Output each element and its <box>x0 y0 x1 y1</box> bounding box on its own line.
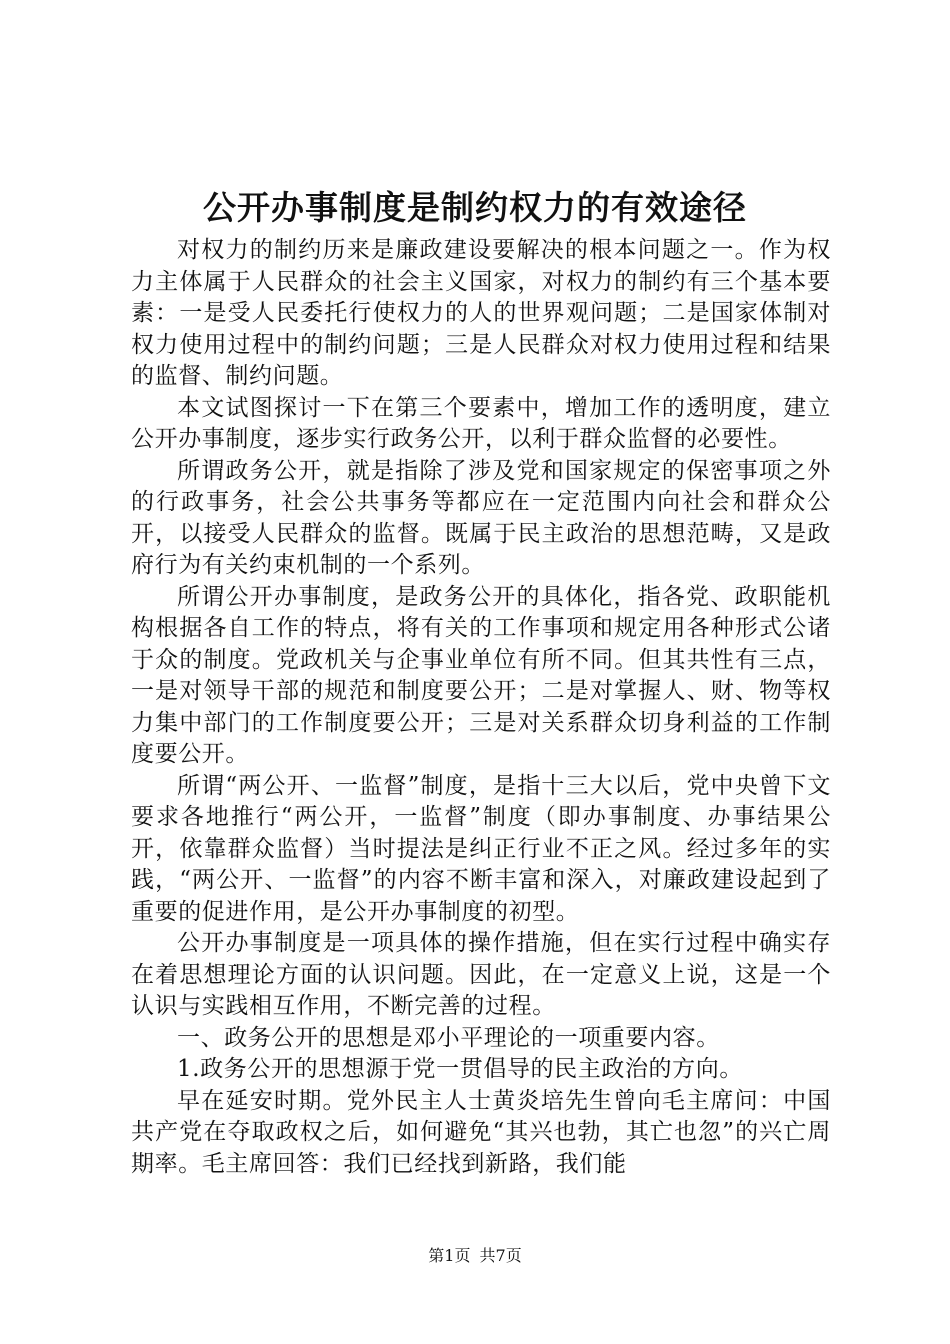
paragraph: 所谓政务公开，就是指除了涉及党和国家规定的保密事项之外的行政事务，社会公共事务等都应在一定范围内向社会和群众公开，以接受人民群众的监督。既属于民主政治的思想范畴，又是政府行为有关约束机制的一个系列。 <box>131 457 831 578</box>
page-number: 第1页 <box>428 1246 471 1265</box>
paragraph: 公开办事制度是一项具体的操作措施，但在实行过程中确实存在着思想理论方面的认识问题。因此，在一定意义上说，这是一个认识与实践相互作用，不断完善的过程。 <box>131 930 831 1019</box>
page-total: 共7页 <box>479 1246 522 1265</box>
paragraph: 对权力的制约历来是廉政建设要解决的根本问题之一。作为权力主体属于人民群众的社会主义国家，对权力的制约有三个基本要素：一是受人民委托行使权力的人的世界观问题；二是国家体制对权力使用过程中的制约问题；三是人民群众对权力使用过程和结果的监督、制约问题。 <box>131 237 831 389</box>
paragraph: 本文试图探讨一下在第三个要素中，增加工作的透明度，建立公开办事制度，逐步实行政务公开，以利于群众监督的必要性。 <box>131 394 831 452</box>
paragraph: 所谓公开办事制度，是政务公开的具体化，指各党、政职能机构根据各自工作的特点，将有关的工作事项和规定用各种形式公诸于众的制度。党政机关与企事业单位有所不同。但其共性有三点，一是对领导干部的规范和制度要公开；二是对掌握人、财、物等权力集中部门的工作制度要公开；三是对关系群众切身利益的工作制度要公开。 <box>131 583 831 767</box>
paragraph: 所谓“两公开、一监督”制度，是指十三大以后，党中央曾下文要求各地推行“两公开，一监督”制度（即办事制度、办事结果公开，依靠群众监督）当时提法是纠正行业不正之风。经过多年的实践，“两公开、一监督”的内容不断丰富和深入，对廉政建设起到了重要的促进作用，是公开办事制度的初型。 <box>131 772 831 925</box>
subsection-heading: 1.政务公开的思想源于党一贯倡导的民主政治的方向。 <box>177 1056 743 1082</box>
paragraph: 早在延安时期。党外民主人士黄炎培先生曾向毛主席问：中国共产党在夺取政权之后，如何避免“其兴也勃，其亡也忽”的兴亡周期率。毛主席回答：我们已经找到新路，我们能 <box>131 1087 831 1177</box>
section-heading: 一、政务公开的思想是邓小平理论的一项重要内容。 <box>177 1024 720 1051</box>
page-footer <box>0 1244 950 1268</box>
document-title: 公开办事制度是制约权力的有效途径 <box>203 188 747 227</box>
document-body <box>131 235 831 1180</box>
